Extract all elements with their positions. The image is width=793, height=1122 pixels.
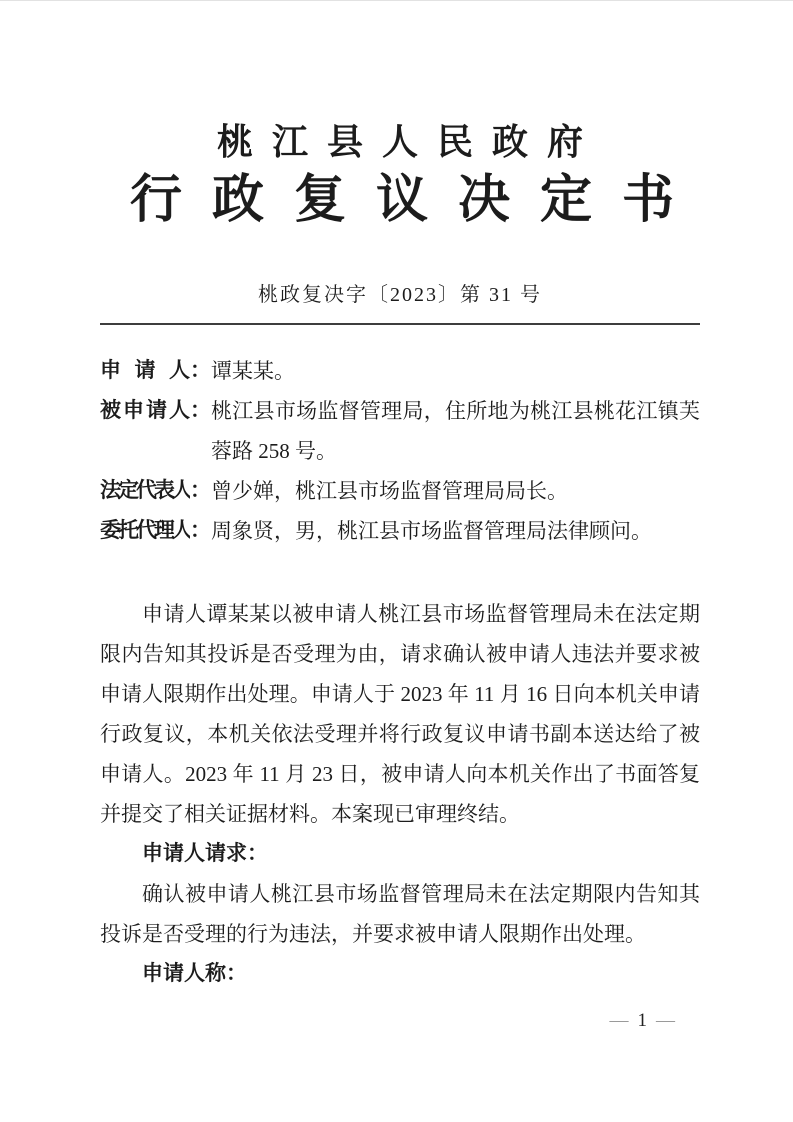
heading-applicant-request: 申请人请求： bbox=[142, 842, 268, 865]
party-label-authorized-agent bbox=[100, 511, 211, 551]
party-label-legal-representative bbox=[100, 471, 211, 511]
party-value-applicant: 谭某某。 bbox=[211, 359, 295, 383]
party-label-text: 法定代表人 bbox=[100, 479, 190, 502]
header-divider bbox=[100, 323, 700, 325]
case-summary-paragraph: 申请人谭某某以被申请人桃江县市场监督管理局未在法定期限内告知其投诉是否受理为由，请求确认被申请人违法并要求被申请人限期作出处理。申请人于 2023 年 11 月 16 日向本机关申请行政复议，本机关依法受理并将行政复议申请书副本送达给了被申请人。2023 年 11 月 23 日，被申请人向本机关作出了书面答复并提交了相关证据材料。本案现已审理终结。 bbox=[100, 602, 700, 826]
issuing-authority-title: 桃江县人民政府 bbox=[216, 122, 602, 162]
request-paragraph: 确认被申请人桃江县市场监督管理局未在法定期限内告知其投诉是否受理的行为违法，并要求被申请人限期作出处理。 bbox=[100, 882, 700, 946]
page-number-value: 1 bbox=[637, 1010, 647, 1031]
party-label-applicant bbox=[100, 351, 211, 391]
party-label-text: 委托代理人 bbox=[100, 519, 190, 542]
decision-body bbox=[100, 594, 700, 994]
party-label-colon: ： bbox=[190, 399, 211, 422]
party-row-legal-representative bbox=[100, 471, 700, 511]
party-label-colon: ： bbox=[190, 519, 211, 542]
parties-section bbox=[100, 351, 700, 551]
party-label-colon: ： bbox=[190, 479, 211, 502]
party-value-legal-representative: 曾少婵，桃江县市场监督管理局局长。 bbox=[211, 479, 568, 503]
party-row-respondent bbox=[100, 391, 700, 471]
page-number-dash-left: — bbox=[609, 1010, 629, 1031]
party-label-respondent bbox=[100, 391, 211, 431]
heading-applicant-claim: 申请人称： bbox=[142, 962, 247, 985]
party-row-applicant bbox=[100, 351, 700, 391]
page-number bbox=[610, 1008, 676, 1034]
party-label-colon: ： bbox=[190, 359, 211, 382]
party-label-text: 被申请人 bbox=[100, 399, 190, 422]
page-number-dash-right: — bbox=[656, 1010, 675, 1031]
party-row-authorized-agent bbox=[100, 511, 700, 551]
party-label-text: 申请人 bbox=[100, 359, 190, 382]
document-title: 行政复议决定书 bbox=[130, 171, 705, 229]
document-number: 桃政复决字〔2023〕第 31 号 bbox=[258, 284, 542, 306]
party-value-respondent: 桃江县市场监督管理局，住所地为桃江县桃花江镇芙蓉路 258 号。 bbox=[211, 399, 700, 463]
party-value-authorized-agent: 周象贤，男，桃江县市场监督管理局法律顾问。 bbox=[211, 519, 652, 543]
